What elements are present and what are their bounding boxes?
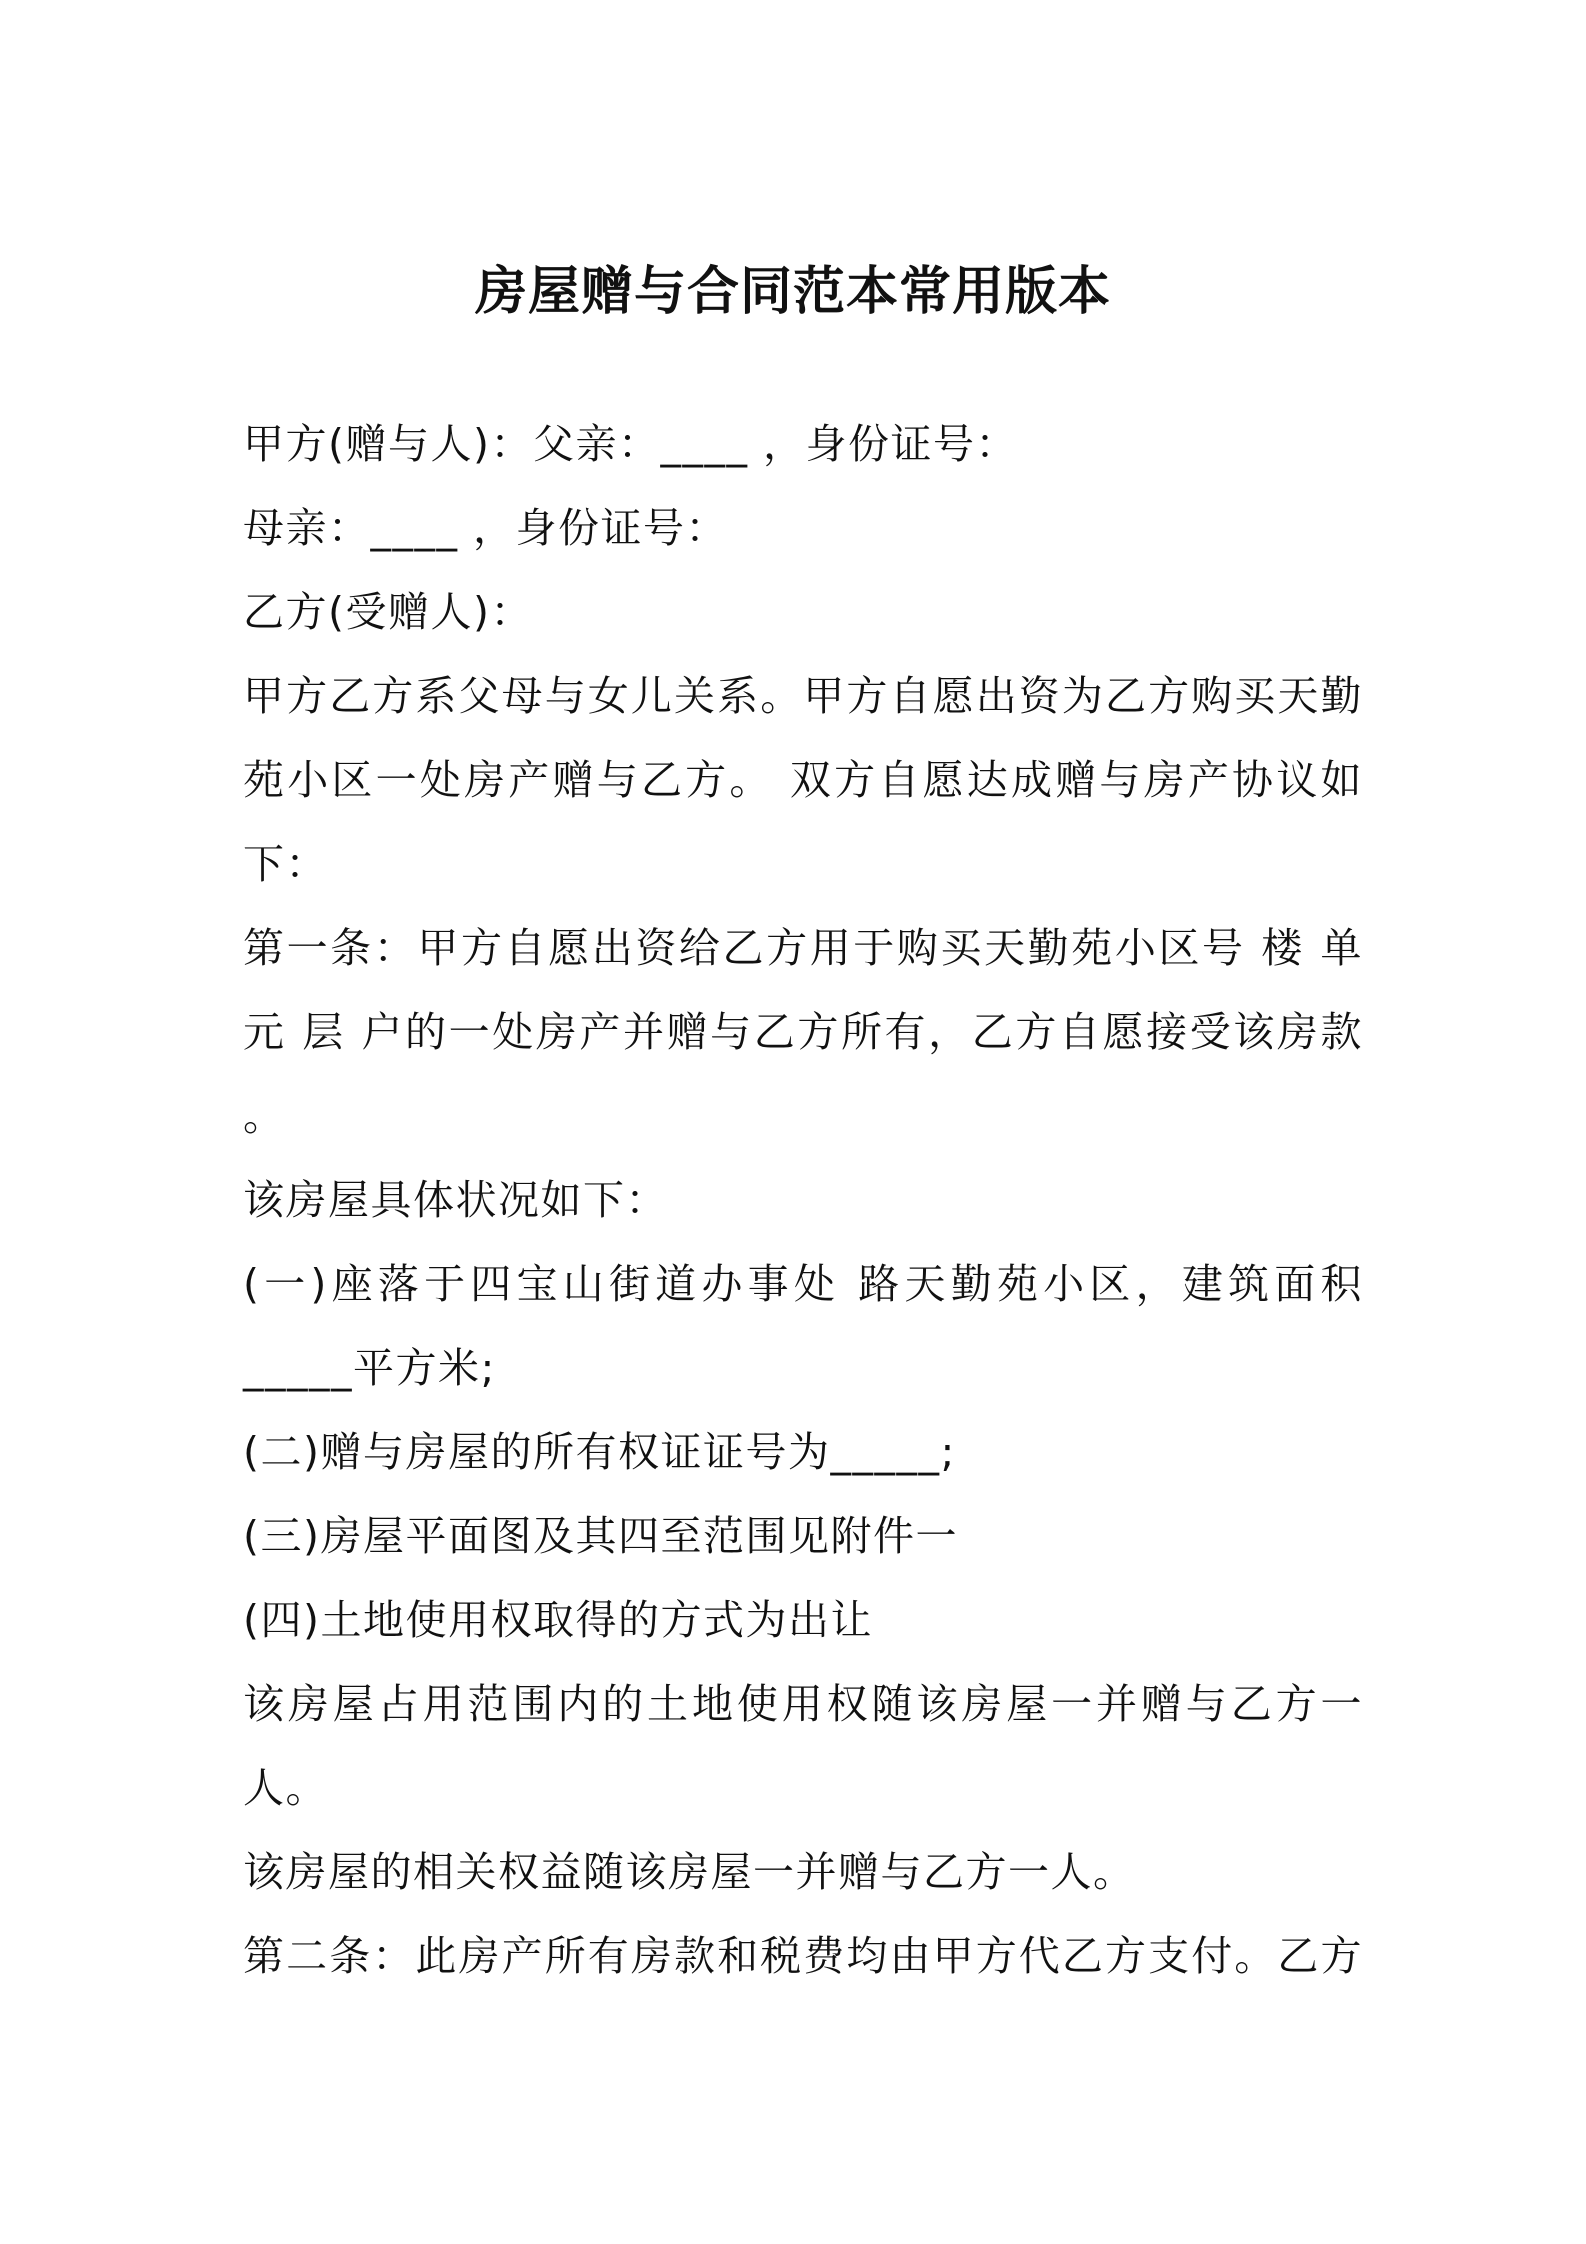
article-one-line: 。 [243,1092,286,1140]
party-a-mother-line: 母亲：____ ，身份证号： [243,504,729,552]
article-two-line: 第二条：此房产所有房款和税费均由甲方代乙方支付。乙方 [243,1932,1363,1980]
document-title: 房屋赠与合同范本常用版本 [474,262,1111,322]
property-item-four: (四)土地使用权取得的方式为出让 [243,1596,873,1644]
property-details-heading: 该房屋具体状况如下： [243,1176,668,1224]
party-a-father-line: 甲方(赠与人)：父亲：____ ，身份证号： [243,420,1019,468]
land-use-line: 人。 [243,1764,328,1812]
article-one-line: 元 层 户的一处房产并赠与乙方所有，乙方自愿接受该房款 [243,1008,1363,1056]
paragraph-line: 苑小区一处房产赠与乙方。 双方自愿达成赠与房产协议如 [243,756,1363,804]
party-b-line: 乙方(受赠人)： [243,588,533,636]
paragraph-line: 甲方乙方系父母与女儿关系。甲方自愿出资为乙方购买天勤 [243,672,1363,720]
property-item-one: _____平方米; [243,1344,496,1392]
property-item-one: (一)座落于四宝山街道办事处 路天勤苑小区，建筑面积 [243,1260,1363,1308]
paragraph-line: 下： [243,840,328,888]
land-use-line: 该房屋占用范围内的土地使用权随该房屋一并赠与乙方一 [243,1680,1363,1728]
rights-line: 该房屋的相关权益随该房屋一并赠与乙方一人。 [243,1848,1136,1896]
document-body [243,402,1363,1998]
property-item-two: (二)赠与房屋的所有权证证号为_____; [243,1428,956,1476]
property-item-three: (三)房屋平面图及其四至范围见附件一 [243,1512,958,1560]
article-one-line: 第一条：甲方自愿出资给乙方用于购买天勤苑小区号 楼 单 [243,924,1363,972]
